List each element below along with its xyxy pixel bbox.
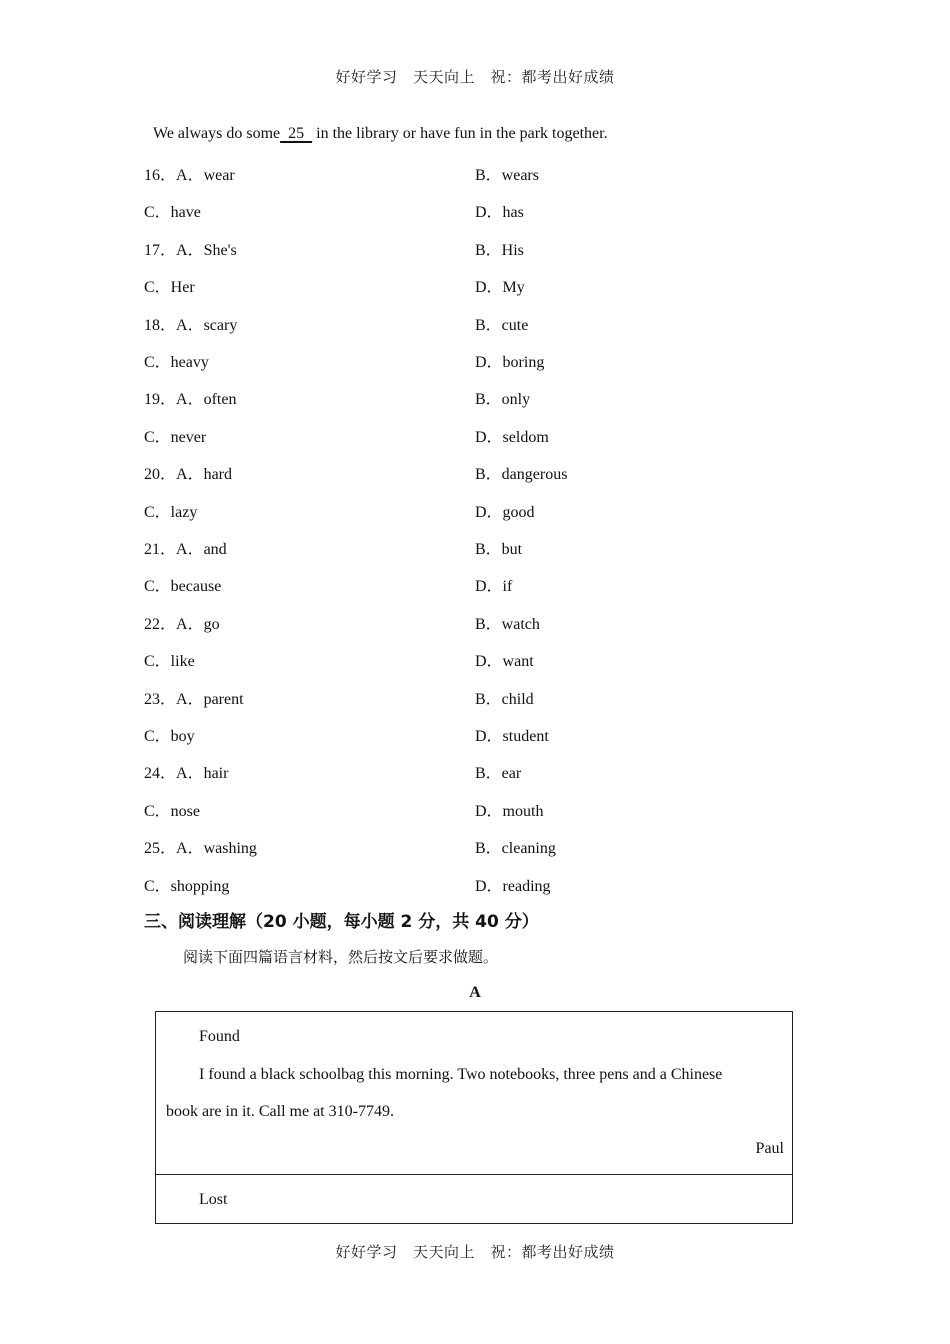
question-25-row-part xyxy=(144,835,257,858)
option-b: B．ear xyxy=(475,765,522,783)
option-a: A．wear xyxy=(176,167,235,184)
page-footer: 好好学习 天天向上 祝：都考出好成绩 xyxy=(335,1243,615,1261)
question-21-row-part xyxy=(475,536,522,559)
question-number: 17． xyxy=(144,241,177,259)
question-22-row-part xyxy=(144,611,220,634)
intro-text-before: We always do some xyxy=(153,125,281,142)
question-18-row-part xyxy=(475,349,544,372)
option-a: A．scary xyxy=(176,316,238,334)
question-17-row-part xyxy=(475,274,525,297)
option-c: C．Her xyxy=(144,279,195,297)
question-16-row-part xyxy=(144,162,235,185)
question-25-row-part xyxy=(475,873,551,896)
option-d: D．has xyxy=(475,204,524,222)
question-24-row-part xyxy=(144,798,200,821)
question-21-row-part xyxy=(475,573,512,596)
found-text-line1: I found a black schoolbag this morning. Two notebooks, three pens and a Chinese xyxy=(199,1066,723,1083)
option-b: B．but xyxy=(475,541,523,558)
option-b: B．watch xyxy=(475,615,540,633)
option-a: A．go xyxy=(176,615,220,633)
question-20-row-part xyxy=(144,461,232,484)
passage-label: A xyxy=(469,984,481,1001)
option-c: C．shopping xyxy=(144,877,230,895)
option-d: D．mouth xyxy=(475,802,544,820)
notice-board xyxy=(155,1011,793,1224)
option-a: A．washing xyxy=(176,840,257,858)
question-number: 25． xyxy=(144,840,177,858)
option-c: C．lazy xyxy=(144,503,198,521)
option-b: B．His xyxy=(475,241,524,259)
question-21-row-part xyxy=(144,536,227,559)
option-b: B．wears xyxy=(475,167,539,184)
question-number: 23． xyxy=(144,690,177,708)
option-d: D．boring xyxy=(475,354,545,371)
question-18-row-part xyxy=(144,349,209,372)
option-a: A．hard xyxy=(176,466,233,484)
question-16-row-part xyxy=(475,162,539,185)
option-d: D．My xyxy=(475,279,525,297)
option-c: C．have xyxy=(144,204,201,222)
option-b: B．dangerous xyxy=(475,466,568,484)
question-23-row-part xyxy=(144,686,244,709)
option-d: D．seldom xyxy=(475,428,549,446)
option-a: A．parent xyxy=(176,690,244,708)
lost-title: Lost xyxy=(199,1191,228,1208)
option-c: C．nose xyxy=(144,802,201,820)
question-number: 21． xyxy=(144,541,177,558)
question-24-row-part xyxy=(475,760,521,783)
question-24-row-part xyxy=(144,760,228,783)
question-23-row-part xyxy=(475,686,534,709)
question-number: 19． xyxy=(144,391,177,409)
option-b: B．child xyxy=(475,690,534,708)
question-17-row-part xyxy=(475,237,524,260)
option-b: B．only xyxy=(475,391,531,409)
question-17-row-part xyxy=(144,274,195,297)
blank-25: 25 xyxy=(280,125,313,142)
question-number: 20． xyxy=(144,466,177,484)
option-a: A．She's xyxy=(176,241,237,259)
question-25-row-part xyxy=(475,835,556,858)
option-c: C．like xyxy=(144,653,195,671)
question-17-row-part xyxy=(144,237,237,260)
question-24-row-part xyxy=(475,798,543,821)
question-23-row-part xyxy=(475,723,549,746)
option-d: D．student xyxy=(475,728,549,745)
option-c: C．boy xyxy=(144,728,195,745)
question-18-row-part xyxy=(475,312,528,335)
question-19-row-part xyxy=(475,424,549,447)
question-number: 24． xyxy=(144,765,177,783)
option-d: D．reading xyxy=(475,877,551,895)
question-22-row-part xyxy=(475,611,540,634)
option-a: A．hair xyxy=(176,765,229,783)
option-a: A．and xyxy=(176,541,227,558)
question-19-row-part xyxy=(144,386,236,409)
question-25-row-part xyxy=(144,873,229,896)
option-c: C．never xyxy=(144,428,207,446)
option-a: A．often xyxy=(176,391,237,409)
question-19-row-part xyxy=(475,386,530,409)
section-title: 三、阅读理解（20 小题，每小题 2 分，共 40 分） xyxy=(144,912,539,932)
section-instruction: 阅读下面四篇语言材料，然后按文后要求做题。 xyxy=(183,948,499,966)
question-18-row-part xyxy=(144,312,237,335)
option-c: C．heavy xyxy=(144,354,209,371)
question-16-row-part xyxy=(144,199,201,222)
option-b: B．cleaning xyxy=(475,840,556,858)
question-number: 16． xyxy=(144,167,177,184)
option-c: C．because xyxy=(144,578,222,596)
question-16-row-part xyxy=(475,199,524,222)
option-d: D．good xyxy=(475,503,535,521)
question-23-row-part xyxy=(144,723,195,746)
option-d: D．want xyxy=(475,653,534,671)
cloze-intro-line xyxy=(153,125,608,143)
question-number: 22． xyxy=(144,615,177,633)
question-20-row-part xyxy=(144,499,197,522)
notice-divider xyxy=(156,1174,792,1175)
found-title: Found xyxy=(199,1028,240,1045)
intro-text-after: in the library or have fun in the park together. xyxy=(312,125,608,142)
question-21-row-part xyxy=(144,573,221,596)
question-22-row-part xyxy=(144,648,195,671)
found-signature: Paul xyxy=(755,1140,784,1157)
question-20-row-part xyxy=(475,499,535,522)
question-number: 18． xyxy=(144,316,177,334)
question-22-row-part xyxy=(475,648,534,671)
found-text-line2: book are in it. Call me at 310-7749. xyxy=(166,1103,394,1120)
option-b: B．cute xyxy=(475,316,529,334)
question-20-row-part xyxy=(475,461,567,484)
page-header: 好好学习 天天向上 祝：都考出好成绩 xyxy=(335,68,615,86)
question-19-row-part xyxy=(144,424,206,447)
option-d: D．if xyxy=(475,578,513,596)
